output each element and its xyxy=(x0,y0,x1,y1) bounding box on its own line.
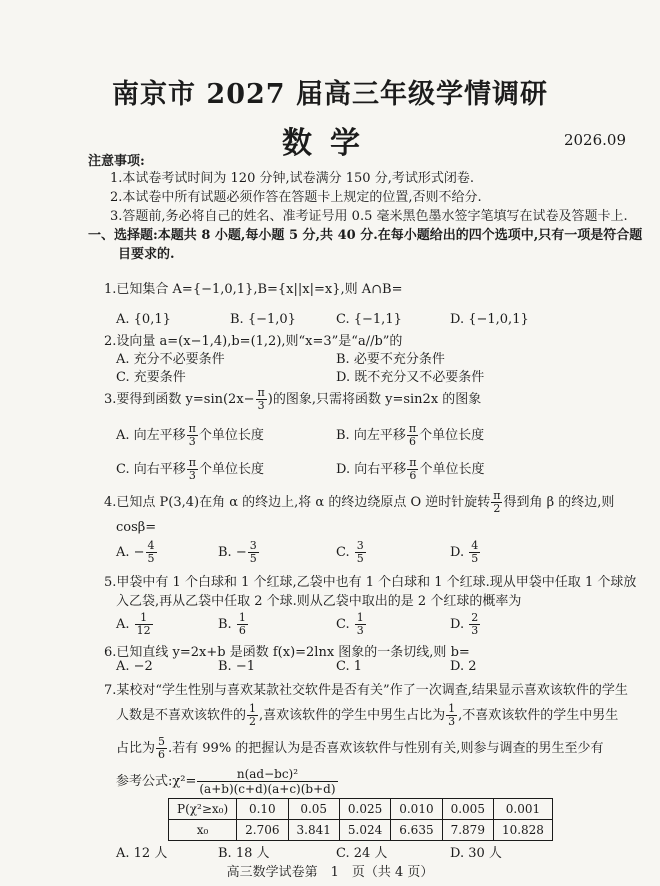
note-1: 1.本试卷考试时间为 120 分钟,试卷满分 150 分,考试形式闭卷. xyxy=(110,171,474,186)
page-footer: 高三数学试卷第 1 页（共 4 页） xyxy=(226,865,434,880)
table-cell: 0.05 xyxy=(288,799,339,820)
q6-option-d: D. 2 xyxy=(450,659,477,674)
section-1-line2: 目要求的. xyxy=(118,247,175,262)
q6-option-c: C. 1 xyxy=(336,659,363,674)
table-cell: 0.010 xyxy=(391,799,442,820)
q1-option-c: C. {−1,1} xyxy=(336,312,402,327)
note-2: 2.本试卷中所有试题必须作答在答题卡上规定的位置,否则不给分. xyxy=(110,190,482,205)
q2-option-d: D. 既不充分又不必要条件 xyxy=(336,370,485,385)
q3-stem xyxy=(104,387,481,412)
q7-option-d: D. 30 人 xyxy=(450,846,502,861)
q2-option-a: A. 充分不必要条件 xyxy=(116,352,225,367)
q4-option-d: D. $\frac{4}{5}$ xyxy=(450,539,479,565)
table-cell: 5.024 xyxy=(339,820,390,841)
q3-option-a: A. 向左平移 $\frac{\pi}{3}$ 个单位长度 xyxy=(116,422,264,448)
subject-title: 数学 xyxy=(282,126,378,161)
exam-title: 南京市 2027 届高三年级学情调研 xyxy=(112,79,548,110)
q7-option-c: C. 24 人 xyxy=(336,846,388,861)
q3-option-b: B. 向左平移 $\frac{\pi}{6}$ 个单位长度 xyxy=(336,422,485,448)
q2-option-c: C. 充要条件 xyxy=(116,370,186,385)
q7-formula: 参考公式:χ²= $\frac{\text{n(ad−bc)²}}{(a+b)(c+d)(a+c)(b+d)}$ xyxy=(116,767,336,796)
q6-stem: 6.已知直线 y=2x+b 是函数 f(x)=2lnx 图象的一条切线,则 b= xyxy=(104,645,470,660)
q7-line3: 占比为 $\frac{5}{6}$ .若有 99% 的把握认为是否喜欢该软件与性别有关,则参与调查的男生至少有 xyxy=(116,735,604,761)
q4-option-a: A. − $\frac{4}{5}$ xyxy=(116,539,155,565)
q2-stem: 2.设向量 a=(x−1,4),b=(1,2),则“x=3”是“a//b”的 xyxy=(104,334,403,349)
q3-option-c: C. 向右平移 $\frac{\pi}{3}$ 个单位长度 xyxy=(116,456,264,482)
q7-option-a: A. 12 人 xyxy=(116,846,168,861)
q1-option-b: B. {−1,0} xyxy=(230,312,296,327)
table-cell: 0.10 xyxy=(237,799,288,820)
table-cell: 6.635 xyxy=(391,820,442,841)
q1-stem: 1.已知集合 A={−1,0,1},B={x||x|=x},则 A∩B= xyxy=(104,282,403,297)
section-1-line1: 一、选择题:本题共 8 小题,每小题 5 分,共 40 分.在每小题给出的四个选项中,只有一项是符合题 xyxy=(88,228,643,243)
q7-line1: 7.某校对“学生性别与喜欢某款社交软件是否有关”作了一次调查,结果显示喜欢该软件的学生 xyxy=(104,683,628,698)
table-row xyxy=(169,799,553,820)
q3-option-d: D. 向右平移 $\frac{\pi}{6}$ 个单位长度 xyxy=(336,456,485,482)
q5-option-a: A. $\frac{1}{12}$ xyxy=(116,611,151,637)
q5-line2: 入乙袋,再从乙袋中任取 2 个球.则从乙袋中取出的是 2 个红球的概率为 xyxy=(116,594,522,609)
notes-heading: 注意事项: xyxy=(88,154,145,169)
q4-option-c: C. $\frac{3}{5}$ xyxy=(336,539,364,565)
q4-stem: 4.已知点 P(3,4)在角 α 的终边上,将 α 的终边绕原点 O 逆时针旋转 $\frac{\pi}{2}$ 得到角 β 的终边,则 xyxy=(104,489,615,515)
q3-stem-part-a: 3.要得到函数 y=sin(2x− xyxy=(104,392,255,407)
table-row xyxy=(169,820,553,841)
table-cell: x₀ xyxy=(169,820,237,841)
table-cell: 0.001 xyxy=(493,799,552,820)
q6-option-b: B. −1 xyxy=(218,659,255,674)
table-cell: 2.706 xyxy=(237,820,288,841)
table-cell: 10.828 xyxy=(493,820,552,841)
table-cell: 7.879 xyxy=(442,820,493,841)
q3-stem-part-b: )的图象,只需将函数 y=sin2x 的图象 xyxy=(267,392,482,407)
table-cell: 3.841 xyxy=(288,820,339,841)
note-3: 3.答题前,务必将自己的姓名、准考证号用 0.5 毫米黑色墨水签字笔填写在试卷及答题卡上. xyxy=(110,209,628,224)
exam-date: 2026.09 xyxy=(563,131,626,149)
q5-option-c: C. $\frac{1}{3}$ xyxy=(336,611,364,637)
q3-fraction: $\frac{\pi}{3}$ xyxy=(257,386,265,412)
chi-square-table xyxy=(168,798,553,841)
q5-option-d: D. $\frac{2}{3}$ xyxy=(450,611,479,637)
q7-line2: 人数是不喜欢该软件的 $\frac{1}{2}$ ,喜欢该软件的学生中男生占比为 $\frac{1}{3}$ ,不喜欢该软件的学生中男生 xyxy=(116,702,619,728)
q7-option-b: B. 18 人 xyxy=(218,846,270,861)
q1-option-a: A. {0,1} xyxy=(116,312,171,327)
table-cell: 0.005 xyxy=(442,799,493,820)
q5-option-b: B. $\frac{1}{6}$ xyxy=(218,611,246,637)
q1-option-d: D. {−1,0,1} xyxy=(450,312,529,327)
q4-option-b: B. − $\frac{3}{5}$ xyxy=(218,539,257,565)
q6-option-a: A. −2 xyxy=(116,659,153,674)
table-cell: 0.025 xyxy=(339,799,390,820)
q2-option-b: B. 必要不充分条件 xyxy=(336,352,445,367)
table-cell: P(χ²≥x₀) xyxy=(169,799,237,820)
q4-stem-cos: cosβ= xyxy=(116,520,157,535)
q5-line1: 5.甲袋中有 1 个白球和 1 个红球,乙袋中也有 1 个白球和 1 个红球.现从甲袋中任取 1 个球放 xyxy=(104,575,637,590)
